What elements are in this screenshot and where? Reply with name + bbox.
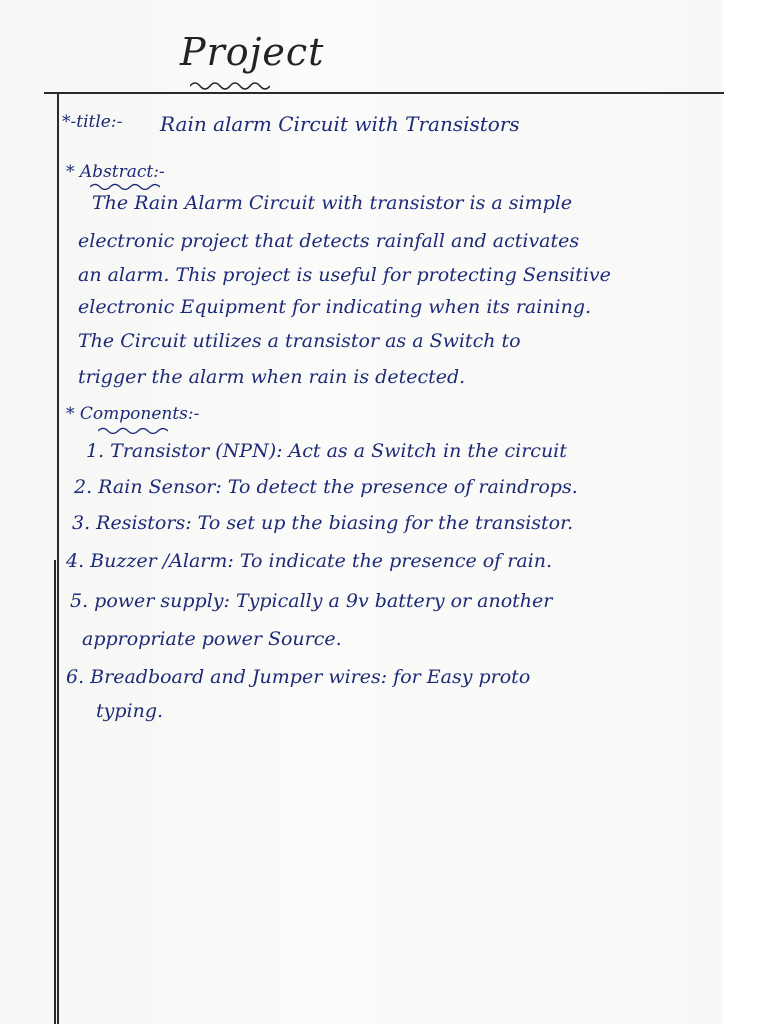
- abstract-line-6: trigger the alarm when rain is detected.: [78, 366, 466, 388]
- abstract-line-1: The Rain Alarm Circuit with transistor is a simple: [92, 192, 573, 214]
- margin-line-lower: [54, 560, 56, 1024]
- page-title: Project: [180, 30, 325, 74]
- abstract-line-2: electronic project that detects rainfall and activates: [78, 230, 580, 252]
- component-item-6: 6. Breadboard and Jumper wires: for Easy proto: [66, 666, 531, 688]
- abstract-heading: * Abstract:-: [66, 162, 165, 182]
- top-rule-line: [44, 92, 724, 94]
- component-item-4: 4. Buzzer /Alarm: To indicate the presence of rain.: [66, 550, 553, 572]
- component-item-3: 3. Resistors: To set up the biasing for the transistor.: [72, 512, 574, 534]
- page-edge: [722, 0, 768, 1024]
- margin-line: [57, 92, 59, 1024]
- title-label: *-title:-: [62, 112, 123, 132]
- component-item-5: 5. power supply: Typically a 9v battery or another: [70, 590, 553, 612]
- title-underline: [190, 80, 270, 90]
- component-item-1: 1. Transistor (NPN): Act as a Switch in the circuit: [86, 440, 567, 462]
- component-item-2: 2. Rain Sensor: To detect the presence of raindrops.: [74, 476, 578, 498]
- abstract-line-4: electronic Equipment for indicating when its raining.: [78, 296, 592, 318]
- abstract-line-3: an alarm. This project is useful for protecting Sensitive: [78, 264, 611, 286]
- component-item-5-continued: appropriate power Source.: [82, 628, 342, 650]
- component-item-6-continued: typing.: [96, 700, 164, 722]
- abstract-underline: [90, 182, 160, 190]
- components-heading: * Components:-: [66, 404, 200, 424]
- components-underline: [98, 426, 168, 434]
- project-title-text: Rain alarm Circuit with Transistors: [160, 112, 520, 136]
- abstract-line-5: The Circuit utilizes a transistor as a Switch to: [78, 330, 521, 352]
